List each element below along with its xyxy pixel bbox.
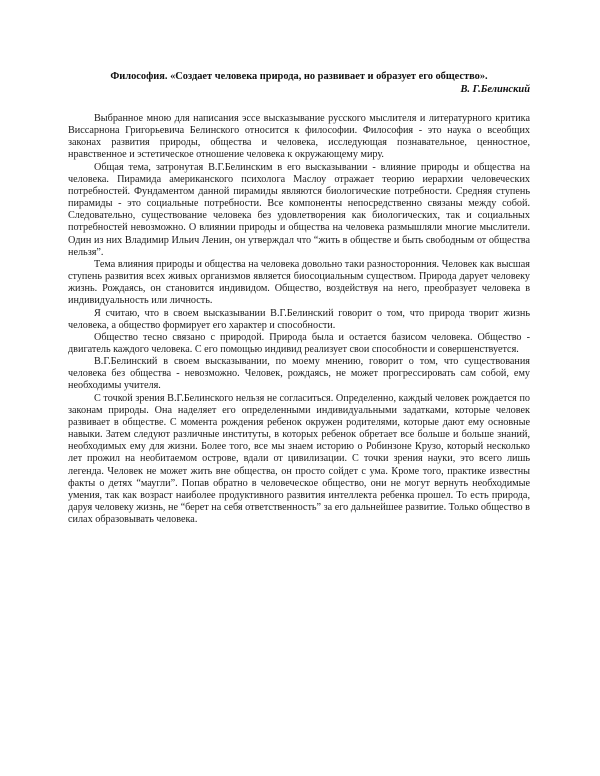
- essay-title: Философия. «Создает человека природа, но развивает и образует его общество».: [110, 71, 488, 82]
- paragraph-7: С точкой зрения В.Г.Белинского нельзя не согласиться. Определенно, каждый человек рождается по законам природы. Она наделяет его определенными индивидуальными задатками, которые человек развивает в обществе. С момента рождения ребенок окружен родителями, которые дают ему основные навыки. Затем следуют различные институты, в которых ребенок обретает все больше и больше знаний, необходимых ему для жизни. Более того, все мы знаем историю о Робинзоне Крузо, который несколько лет прожил на необитаемом острове, вдали от цивилизации. С точки зрения науки, это всего лишь легенда. Человек не может жить вне общества, он просто сойдет с ума. Кроме того, практике известны факты о детях “маугли”. Попав обратно в человеческое общество, они не могут вернуть необходимые умения, так как возраст наиболее продуктивного развития интеллекта ребенка прошел. То есть природа, даруя человеку жизнь, не “берет на себя ответственность” за его дальнейшее развитие. Только общество в силах образовывать человека.: [68, 392, 530, 526]
- essay-body: [68, 113, 530, 526]
- essay-author: В. Г.Белинский: [460, 84, 530, 95]
- essay-content: [68, 70, 530, 526]
- paragraph-3: Тема влияния природы и общества на человека довольно таки разносторонния. Человек как высшая ступень развития всех живых организмов является биосоциальным существом. Природа дарует человеку жизнь. Рождаясь, он становится индивидом. Общество, воздействуя на него, преобразует человека в индивидуальность или личность.: [68, 258, 530, 307]
- paragraph-5: Общество тесно связано с природой. Природа была и остается базисом человека. Общество - двигатель каждого человека. С его помощью индивид реализует свои способности и совершенствуется.: [68, 331, 530, 355]
- paragraph-6: В.Г.Белинский в своем высказывании, по моему мнению, говорит о том, что существования человека без общества - невозможно. Человек, рождаясь, не может прогрессировать сам собой, ему необходимы учителя.: [68, 356, 530, 392]
- paragraph-1: Выбранное мною для написания эссе высказывание русского мыслителя и литературного критика Виссарнона Григорьевича Белинского относится к философии. Философия - это наука о всеобщих законах развития природы, общества и человека, исследующая познавательное, ценностное, нравственное и эстетическое отношение человека к окружающему миру.: [68, 113, 530, 161]
- paragraph-4: Я считаю, что в своем высказывании В.Г.Белинский говорит о том, что природа творит жизнь человека, а общество формирует его характер и способности.: [68, 307, 530, 331]
- paragraph-2: Общая тема, затронутая В.Г.Белинским в его высказывании - влияние природы и общества на человека. Пирамида американского психолога Маслоу отражает теорию иерархии человеческих потребностей. Фундаментом данной пирамиды являются биологические потребности. Средняя ступень пирамиды - это социальные потребности. Все компоненты непосредственно связаны между собой. Следовательно, существование человека без удовлетворения как биологических, так и социальных потребностей невозможно. О влиянии природы и общества на человека размышляли многие мыслители. Один из них Владимир Ильич Ленин, он утверждал что “жить в обществе и быть свободным от общества нельзя”.: [68, 161, 530, 258]
